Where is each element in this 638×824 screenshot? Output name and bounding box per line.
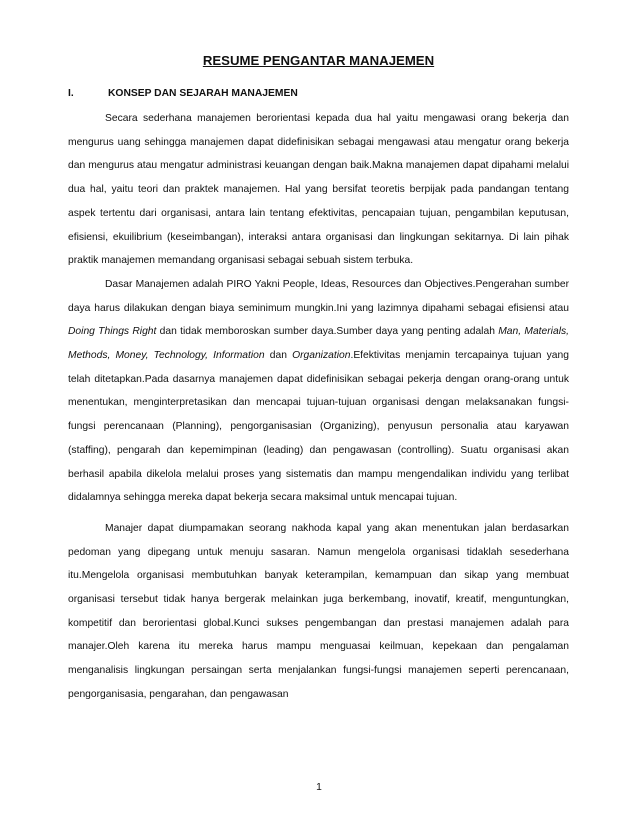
paragraph-3: Manajer dapat diumpamakan seorang nakhoda kapal yang akan menentukan jalan berdasarkan pedoman yang dipegang untuk menuju sasaran. Namun mengelola organisasi tidaklah sesederhana itu.Mengelola organisasi membutuhkan banyak keterampilan, kemampuan dan sikap yang membuat organisasi tersebut tidak hanya bergerak melainkan juga berkembang, inovatif, kreatif, menguntungkan, kompetitif dan berorientasi global.Kunci sukses pengembangan dan prestasi manajemen adalah para manajer.Oleh karena itu mereka harus mampu menguasai keilmuan, kepekaan dan pengalaman menganalisis lingkungan persaingan serta menjalankan fungsi-fungsi manajemen seperti perencanaan, pengorganisasia, pengarahan, dan pengawasan <box>68 522 569 700</box>
section-title: KONSEP DAN SEJARAH MANAJEMEN <box>108 88 298 99</box>
paragraph-2-emphasis-resources: Man, Materials, Methods, Money, Technology, Information <box>68 326 569 362</box>
document-page <box>68 52 569 707</box>
paragraph-2-text-c: dan <box>264 350 293 362</box>
paragraph-2 <box>68 273 569 510</box>
section-heading <box>68 86 569 102</box>
paragraph-2-text-b: dan tidak memboroskan sumber daya.Sumber daya yang penting adalah <box>156 326 499 338</box>
document-title: RESUME PENGANTAR MANAJEMEN <box>202 53 435 68</box>
paragraph-2-emphasis-organization: Organization <box>292 350 351 362</box>
paragraph-2-text-a: Dasar Manajemen adalah PIRO Yakni People, Ideas, Resources dan Objectives.Pengerahan sumber daya harus dilakukan dengan biaya seminimum mungkin.Ini yang lazimnya dipahami sebagai efisiensi atau <box>68 278 569 314</box>
paragraph-2-text-d: .Efektivitas menjamin tercapainya tujuan yang telah ditetapkan.Pada dasarnya manajemen dapat didefinisikan sebagai pekerja dengan orang-orang untuk menentukan, menginterpretasikan dan mencapai tujuan-tujuan organisasi dengan melaksanakan fungsi-fungsi perencanaan (Planning), pengorganisasian (Organizing), penyusun personalia atau karyawan (staffing), pengarah dan kepemimpinan (leading) dan pengawasan (controlling). Suatu organisasi akan berhasil apabila dikelola melalui proses yang sistematis dan mampu mengendalikan individu yang terlibat didalamnya sehingga mereka dapat bekerja secara maksimal untuk mencapai tujuan. <box>68 350 569 504</box>
section-number: I. <box>68 88 74 99</box>
paragraph-2-emphasis-doing-things-right: Doing Things Right <box>68 326 157 338</box>
paragraph-1: Secara sederhana manajemen berorientasi kepada dua hal yaitu mengawasi orang bekerja dan mengurus uang sehingga manajemen dapat didefinisikan sebagai mengawasi atau mengatur orang bekerja dan mengurus atau mengatur administrasi keuangan dengan baik.Makna manajemen dapat dipahami melalui dua hal, yaitu teori dan praktek manajemen. Hal yang bersifat teoretis berpijak pada pandangan tentang aspek tertentu dari organisasi, antara lain tentang efektivitas, pencapaian tujuan, pengambilan keputusan, efisiensi, ekuilibrium (keseimbangan), interaksi antara organisasi dan lingkungan sekitarnya. Di lain pihak praktik manajemen memandang organisasi sebagai sebuah sistem terbuka. <box>68 113 569 267</box>
page-number: 1 <box>316 782 322 793</box>
